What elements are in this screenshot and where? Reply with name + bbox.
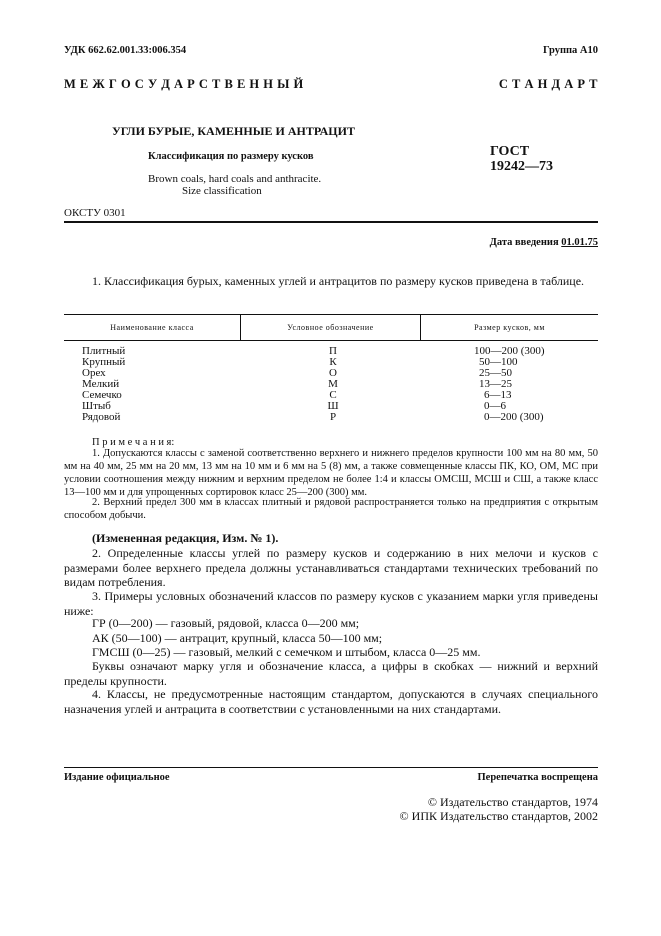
intro-date-label: Дата введения [489,237,559,248]
udk-code: УДК 662.62.001.33:006.354 [64,45,187,56]
row-name: Семечко [82,389,122,401]
table-header-code: Условное обозначение [287,323,374,332]
table-header-name: Наименование класса [110,323,194,332]
notes-title: П р и м е ч а н и я: [92,437,175,448]
table-top-rule [64,314,598,315]
example-item: ГМСШ (0—25) — газовый, мелкий с семечком и штыбом, класса 0—25 мм. [92,645,481,659]
row-name: Крупный [82,356,126,368]
paragraph-1: 1. Классификация бурых, каменных углей и антрацитов по размеру кусков приведена в таблице. [92,274,585,288]
paragraph-3b: Буквы означают марку угля и обозначение класса, а цифры в скобках — нижний и верхний пределы крупности. [64,659,598,688]
paragraph-4: 4. Классы, не предусмотренные настоящим стандартом, допускаются в случаях специального назначения углей и антрацита в соответствии с установленными на них стандартами. [64,687,598,716]
row-size: 0—6 [484,400,506,412]
example-item: ГР (0—200) — газовый, рядовой, класса 0—200 мм; [92,616,360,630]
row-code: М [328,378,338,390]
note-2: 2. Верхний предел 300 мм в классах плитный и рядовой распространяется только на предприятия с открытым способом добычи. [64,497,598,521]
banner-left: М Е Ж Г О С У Д А Р С Т В Е Н Н Ы Й [64,77,304,91]
gost-label: ГОСТ [490,144,530,159]
row-code: К [329,356,337,368]
title-en-line1: Brown coals, hard coals and anthracite. [148,173,322,185]
examples-list [92,616,480,660]
row-name: Рядовой [82,411,121,423]
footer-divider [64,767,598,768]
banner-right: С Т А Н Д А Р Т [498,77,598,91]
header-divider [64,221,598,223]
intro-date [490,237,598,248]
row-name: Мелкий [82,378,120,390]
row-code: О [329,367,337,379]
row-size: 0—200 (300) [484,411,544,423]
footer-official: Издание официальное [64,772,170,783]
table-header-size: Размер кусков, мм [474,323,545,332]
row-size: 13—25 [479,378,512,390]
copyright-1974: © Издательство стандартов, 1974 [427,795,598,809]
paragraph-3: 3. Примеры условных обозначений классов по размеру кусков с указанием марки угля приведены ниже: [64,589,598,618]
copyright-2002: © ИПК Издательство стандартов, 2002 [399,809,598,823]
row-code: С [329,389,337,401]
row-size: 100—200 (300) [474,345,545,357]
example-item: АК (50—100) — антрацит, крупный, класса 50—100 мм; [92,630,383,645]
gost-number: 19242—73 [490,159,553,174]
paragraph-2: 2. Определенные классы углей по размеру кусков и содержанию в них мелочи и кусков с размерами более верхнего предела должны устанавливаться стандартами технических требований по видам потребления. [64,546,598,589]
row-name: Орех [82,367,106,379]
doc-title: УГЛИ БУРЫЕ, КАМЕННЫЕ И АНТРАЦИТ [112,124,355,138]
row-code: П [329,345,337,357]
row-code: Р [329,411,337,423]
row-name: Плитный [82,345,126,357]
intro-date-value: 01.01.75 [561,237,598,248]
row-code: Ш [327,400,339,412]
row-size: 50—100 [479,356,518,368]
okstu-code: ОКСТУ 0301 [64,207,126,219]
row-name: Штыб [82,400,111,412]
note-1: 1. Допускаются классы с заменой соответственно верхнего и нижнего пределов крупности 100 мм на 80 мм, 50 мм на 40 мм, 25 мм на 20 мм, 13 мм на 10 мм и 6 мм на 5 (8) мм, а также совмещенные классы ПК, КО, ОМ, МС при условии соотношения между нижним и верхним пределом не более 1:4 и классы ОМСШ, МСШ и СШ, а также класс 13—100 мм и для упрощенных сортировок класс 25—200 (300) мм. [64,448,598,498]
table-header-rule [64,340,598,341]
row-size: 6—13 [484,389,512,401]
footer-reprint: Перепечатка воспрещена [477,772,598,783]
row-size: 25—50 [479,367,512,379]
doc-subtitle: Классификация по размеру кусков [148,151,314,162]
revision-note: (Измененная редакция, Изм. № 1). [92,531,279,545]
title-en-line2: Size classification [182,185,262,197]
group-code: Группа А10 [542,45,598,56]
